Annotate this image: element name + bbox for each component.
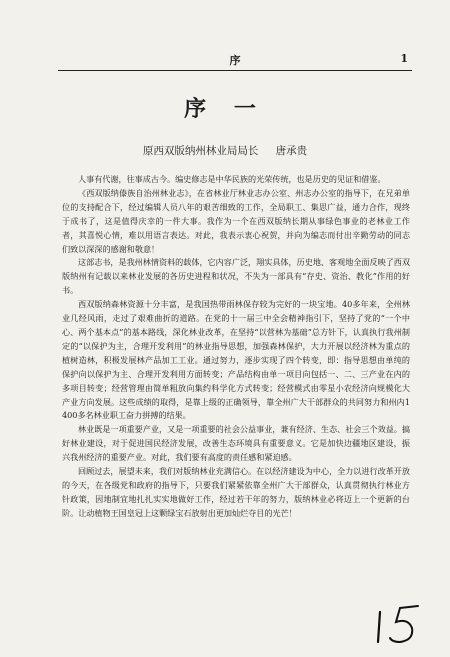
paragraph: 林业既是一项重要产业，又是一项重要的社会公益事业，兼有经济、生态、社会三个效益。搞好林业建设，对于促进国民经济发展，改善生态环境具有重要意义。它是加快边疆地区建设，振兴我州经济的重要产业。对此，我们要有高度的责任感和紧迫感。 (62, 424, 410, 463)
page-number: 1 (400, 52, 408, 65)
body-text (62, 173, 410, 521)
chapter-title: 序 一 (184, 97, 266, 122)
author-byline: 原西双版纳州林业局局长 唐承贵 (142, 145, 308, 157)
paragraph: 西双版纳森林资源十分丰富，是我国热带雨林保存较为完好的一块宝地。40多年来，全州林业几经风雨，走过了艰难曲折的道路。在党的十一届三中全会精神指引下，坚持了党的“一个中心、两个基本点”的基本路线，深化林业改革，在坚持“以营林为基础”总方针下，认真执行我州制定的“以保护为主，合理开发利用”的林业指导思想，加强森林保护，大力开展以经济林为重点的植树造林，积极发展林产品加工工业。通过努力，逐步实现了四个转变，即：指导思想由单纯的保护向以保护为主、合理开发利用方面转变；产品结构由单一项目向包括一、二、三产业在内的多项目转变；经营管理由简单粗放向集约科学化方式转变；经营模式由零星小农经济向规模化大产业方向发展。这些成绩的取得，是靠上级的正确领导，靠全州广大干部群众的共同努力和州内1400多名林业职工奋力拼搏的结果。 (62, 299, 410, 421)
paragraph: 这部志书，是我州林情资料的载体，它内容广泛，翔实具体，历史地、客观地全面反映了西双版纳州有记载以来林业发展的各历史进程和状况，不失为一部具有“存史、资治、教化”作用的好书。 (62, 257, 410, 296)
handwritten-page-mark (370, 600, 430, 648)
paragraph: 《西双版纳傣族自治州林业志》，在省林业厅林业志办公室、州志办公室的指导下，在兄弟单位的支持配合下，经过编辑人员八年的艰苦细致的工作，全局职工、集思广益，通力合作，现终于成书了，这是值得庆幸的一件大事。我作为一个在西双版纳长期从事绿色事业的老林业工作者，其喜悦心情，难以用语言表达。对此，我表示衷心祝贺，并向为编志而付出辛勤劳动的同志们致以深深的感谢和敬意！ (62, 187, 410, 254)
header-title: 序 (229, 54, 241, 67)
paragraph: 回顾过去，展望未来，我们对版纳林业充满信心。在以经济建设为中心，全力以进行改革开放的今天，在各级党和政府的指导下，只要我们紧紧依靠全州广大干部群众，认真贯彻执行林业方针政策，因地制宜地扎扎实实地做好工作，经过若干年的努力，版纳林业必将迈上一个更新的台阶。让动植物王国皇冠上这颗绿宝石放射出更加灿烂夺目的光芒！ (62, 466, 410, 518)
running-header (58, 50, 412, 71)
paragraph: 人事有代谢，往事成古今。编史修志是中华民族的光荣传统，也是历史的见证和借鉴。 (78, 174, 386, 184)
